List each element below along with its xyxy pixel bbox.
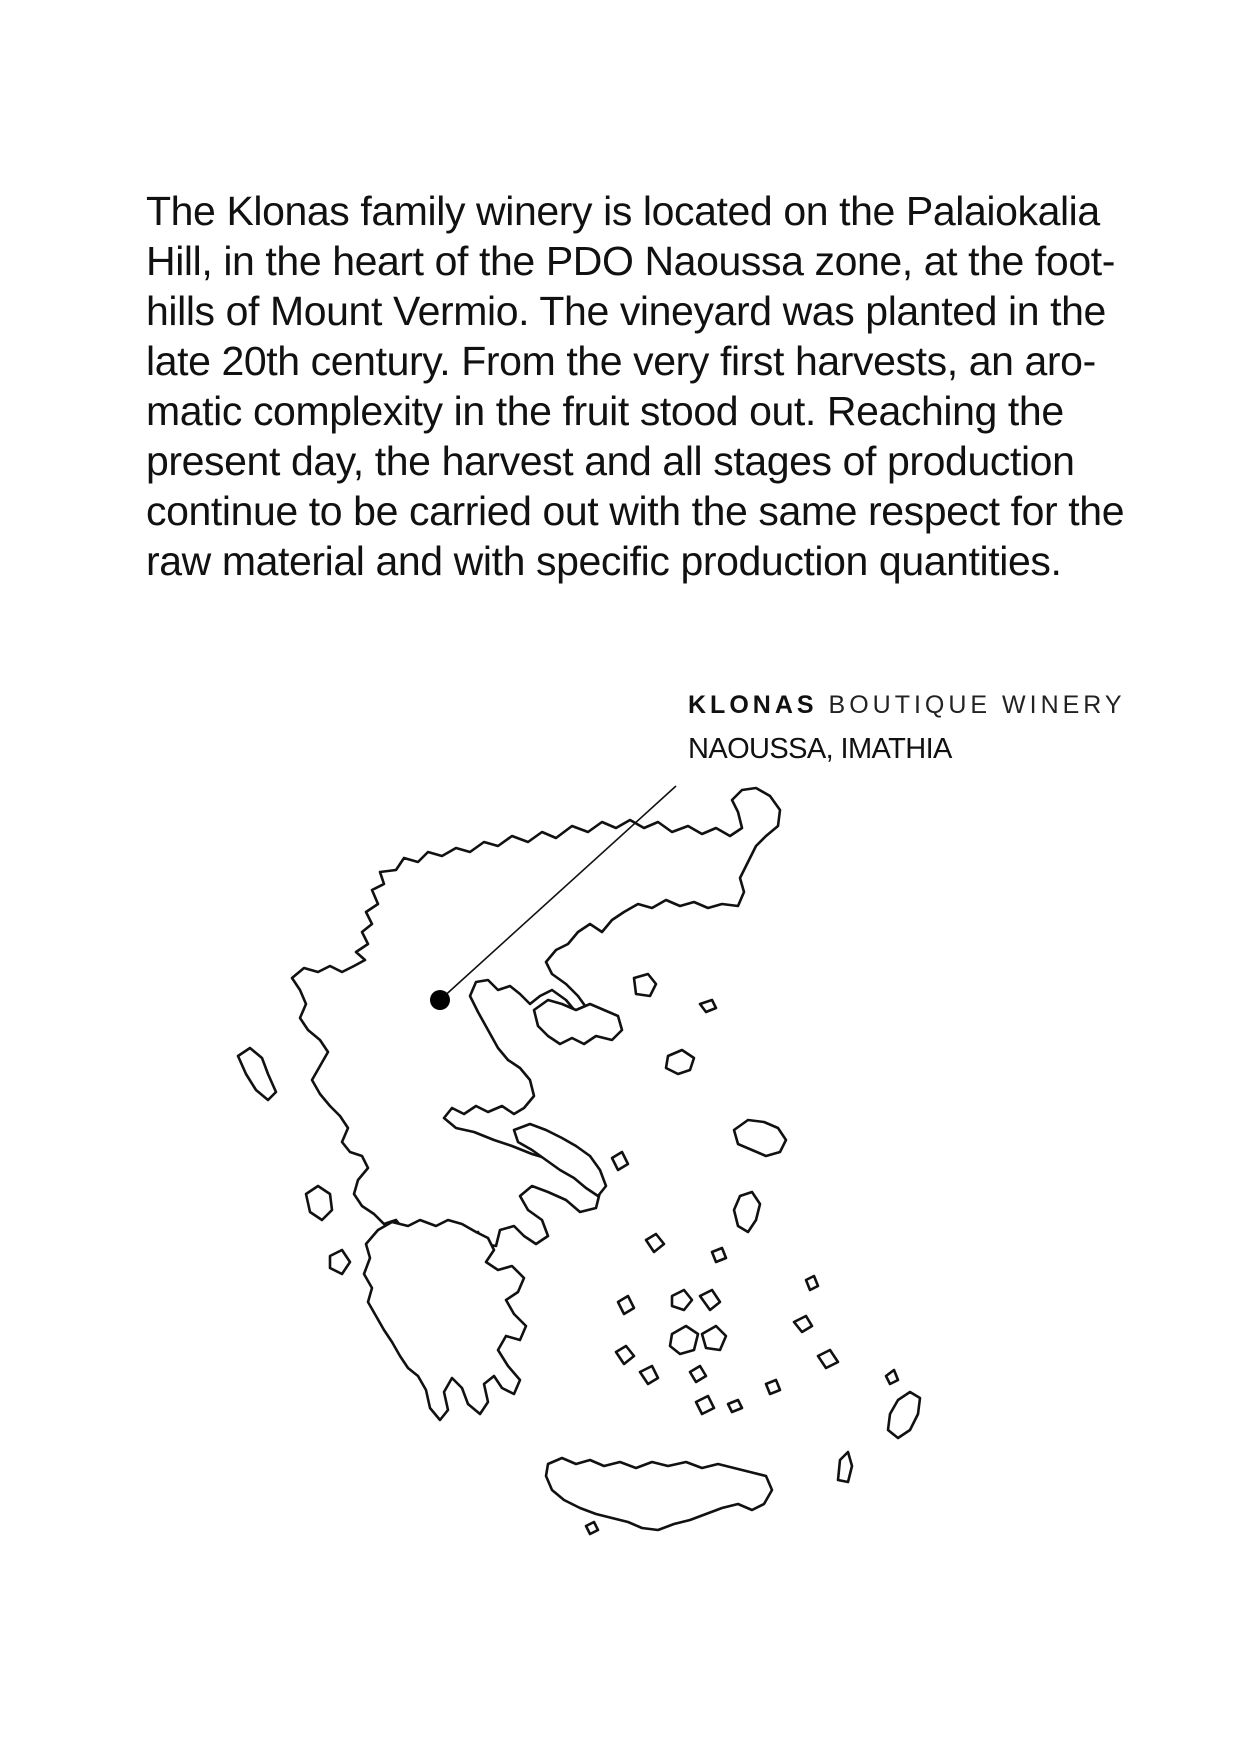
thasos-outline [634, 974, 656, 996]
cyclades-island [702, 1326, 726, 1350]
peloponnese-outline [364, 1220, 526, 1420]
intro-line: hills of Mount Vermio. The vineyard was planted in the [146, 288, 1106, 334]
cyclades-island [640, 1366, 658, 1384]
karpathos-outline [838, 1452, 852, 1482]
cyclades-island [700, 1290, 720, 1310]
cyclades-island [818, 1350, 838, 1368]
intro-line: continue to be carried out with the same respect for the [146, 488, 1125, 534]
cyclades-island [618, 1296, 634, 1314]
intro-line: late 20th century. From the very first harvests, an aro- [146, 338, 1096, 384]
cyclades-island [886, 1370, 898, 1384]
cyclades-island [806, 1276, 818, 1290]
lesbos-outline [734, 1120, 786, 1156]
samothrace-outline [700, 1000, 716, 1012]
rhodes-outline [888, 1392, 920, 1438]
winery-location: NAOUSSA, IMATHIA [688, 733, 952, 765]
cyclades-island [646, 1234, 664, 1252]
winery-name [688, 688, 1168, 722]
winery-name-bold: KLONAS [688, 691, 818, 719]
chios-outline [734, 1192, 760, 1232]
cyclades-island [586, 1522, 598, 1534]
cyclades-island [616, 1346, 634, 1364]
naoussa-marker [430, 990, 450, 1010]
intro-line: raw material and with specific production quantities. [146, 538, 1062, 584]
cyclades-island [766, 1380, 780, 1394]
cyclades-island [670, 1326, 698, 1354]
kefalonia-outline [306, 1186, 332, 1220]
cyclades-island [672, 1290, 692, 1310]
cyclades-island [728, 1400, 742, 1412]
cyclades-island [690, 1366, 706, 1382]
crete-outline [546, 1458, 772, 1530]
cyclades-island [696, 1396, 714, 1414]
intro-line: The Klonas family winery is located on the Palaiokalia [146, 188, 1100, 234]
intro-line: present day, the harvest and all stages of production [146, 438, 1075, 484]
intro-line: Hill, in the heart of the PDO Naoussa zone, at the foot- [146, 238, 1115, 284]
cyclades-island [794, 1316, 812, 1332]
winery-name-rest: BOUTIQUE WINERY [828, 691, 1126, 719]
intro-line: matic complexity in the fruit stood out. Reaching the [146, 388, 1064, 434]
corfu-outline [238, 1048, 276, 1100]
zakynthos-outline [330, 1250, 350, 1274]
lemnos-outline [666, 1050, 694, 1074]
cyclades-island [712, 1248, 726, 1262]
map-label [688, 688, 1168, 766]
cyclades-island [612, 1152, 628, 1170]
